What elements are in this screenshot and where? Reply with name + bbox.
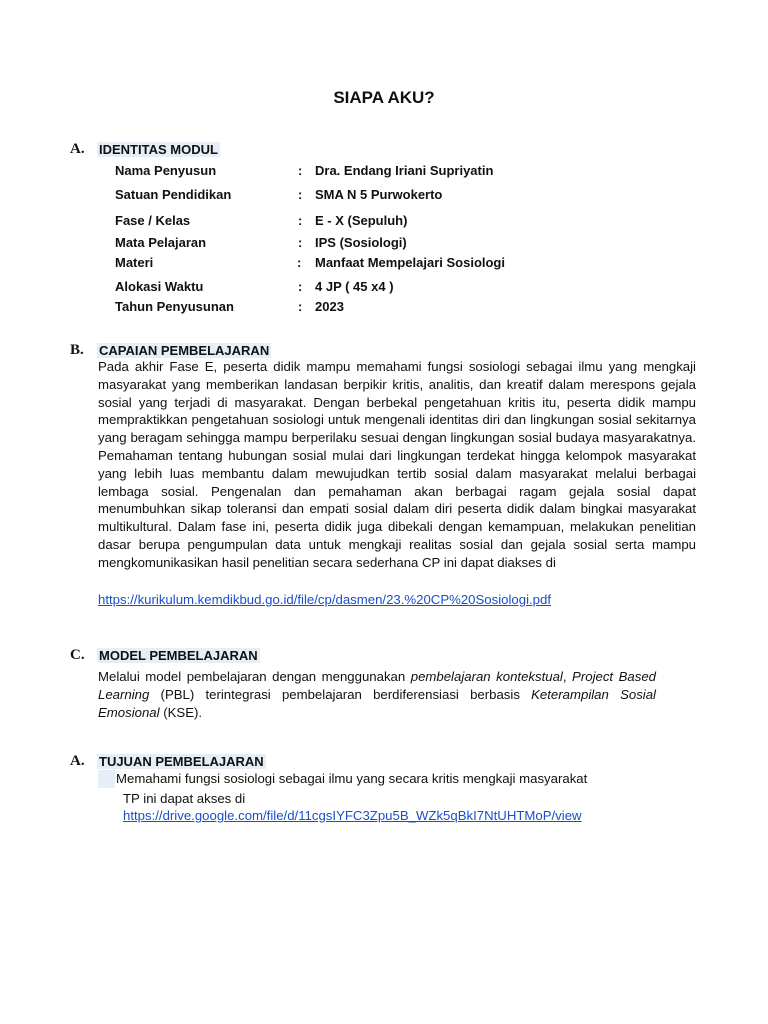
tujuan-line: Memahami fungsi sosiologi sebagai ilmu yang secara kritis mengkaji masyarakat xyxy=(116,771,588,786)
section-heading-capaian: CAPAIAN PEMBELAJARAN xyxy=(99,343,270,358)
section-heading-tujuan: TUJUAN PEMBELAJARAN xyxy=(99,754,264,769)
section-letter: B. xyxy=(70,342,84,358)
row-separator: : xyxy=(298,279,303,294)
capaian-link[interactable]: https://kurikulum.kemdikbud.go.id/file/cp/dasmen/23.%20CP%20Sosiologi.pdf xyxy=(98,592,552,607)
identity-row xyxy=(115,213,595,229)
model-text: (KSE). xyxy=(159,704,203,720)
row-separator: : xyxy=(298,299,303,314)
tujuan-link[interactable]: https://drive.google.com/file/d/11cgsIYFC3Zpu5B_WZk5qBkI7NtUHTMoP/view xyxy=(123,808,582,823)
row-separator: : xyxy=(298,187,303,202)
row-label: Satuan Pendidikan xyxy=(115,187,232,202)
row-label: Fase / Kelas xyxy=(115,213,191,228)
identity-row xyxy=(115,187,595,203)
model-italic: pembelajaran kontekstual xyxy=(410,669,563,684)
identity-row xyxy=(115,255,595,271)
model-text: (PBL) terintegrasi pembelajaran berdiferensiasi berbasis xyxy=(149,686,532,702)
row-value: SMA N 5 Purwokerto xyxy=(315,187,443,202)
tujuan-tp-text: TP ini dapat akses di xyxy=(123,791,246,806)
identity-row xyxy=(115,299,595,315)
row-value: E - X (Sepuluh) xyxy=(315,213,408,228)
identity-row xyxy=(115,279,595,295)
identity-row xyxy=(115,235,595,251)
row-label: Materi xyxy=(115,255,154,270)
section-letter: A. xyxy=(70,753,85,769)
row-value: IPS (Sosiologi) xyxy=(315,235,407,250)
page-title: SIAPA AKU? xyxy=(333,88,435,107)
row-label: Nama Penyusun xyxy=(115,163,217,178)
model-text: , xyxy=(562,669,573,684)
section-letter: C. xyxy=(70,647,85,663)
section-heading-model: MODEL PEMBELAJARAN xyxy=(99,648,258,663)
row-value: 4 JP ( 45 x4 ) xyxy=(315,279,394,294)
model-italic: Project Based Learning xyxy=(98,669,656,702)
row-separator: : xyxy=(297,255,302,270)
row-value: 2023 xyxy=(315,299,344,314)
model-italic: Keterampilan Sosial Emosional xyxy=(98,686,656,720)
row-label: Alokasi Waktu xyxy=(115,279,204,294)
model-paragraph xyxy=(98,668,656,721)
row-value: Dra. Endang Iriani Supriyatin xyxy=(315,163,494,178)
shaded-indent xyxy=(98,770,115,788)
row-separator: : xyxy=(298,163,303,178)
section-heading-identitas: IDENTITAS MODUL xyxy=(99,142,218,157)
section-letter: A. xyxy=(70,141,85,157)
capaian-paragraph: Pada akhir Fase E, peserta didik mampu memahami fungsi sosiologi sebagai ilmu yang mengkaji masyarakat yang memberikan landasan berpikir kritis, analitis, dan kreatif dalam merespons gejala sosial yang terjadi di masyarakat. Dengan berbekal pengetahuan kritis itu, peserta didik mampu mempraktikkan pengetahuan sosiologi untuk mengenali identitas diri dan lingkungan sosial sekitarnya yang beragam sehingga mampu berperilaku sesuai dengan lingkungan sosial budaya masyarakatnya. Pemahaman tentang hubungan sosial mulai dari lingkungan terdekat hingga kelompok masyarakat yang lebih luas membantu dalam mewujudkan tertib sosial dalam masyarakat melalui berbagai lembaga sosial. Pengenalan dan pemahaman akan berbagai ragam gejala sosial dapat menumbuhkan sikap toleransi dan empati sosial dalam diri peserta didik dalam bingkai masyarakat multikultural. Dalam fase ini, peserta didik juga dibekali dengan kemampuan, melakukan penelitian dasar berupa pengumpulan data untuk mengkaji realitas sosial dan gejala sosial serta mampu mengkomunikasikan hasil penelitian secara sederhana CP ini dapat diakses di xyxy=(98,359,696,570)
identity-row xyxy=(115,163,595,179)
row-value: Manfaat Mempelajari Sosiologi xyxy=(315,255,505,270)
row-separator: : xyxy=(298,235,303,250)
row-separator: : xyxy=(298,213,303,228)
row-label: Tahun Penyusunan xyxy=(115,299,234,314)
model-text: Melalui model pembelajaran dengan menggunakan xyxy=(98,669,411,684)
row-label: Mata Pelajaran xyxy=(115,235,207,250)
